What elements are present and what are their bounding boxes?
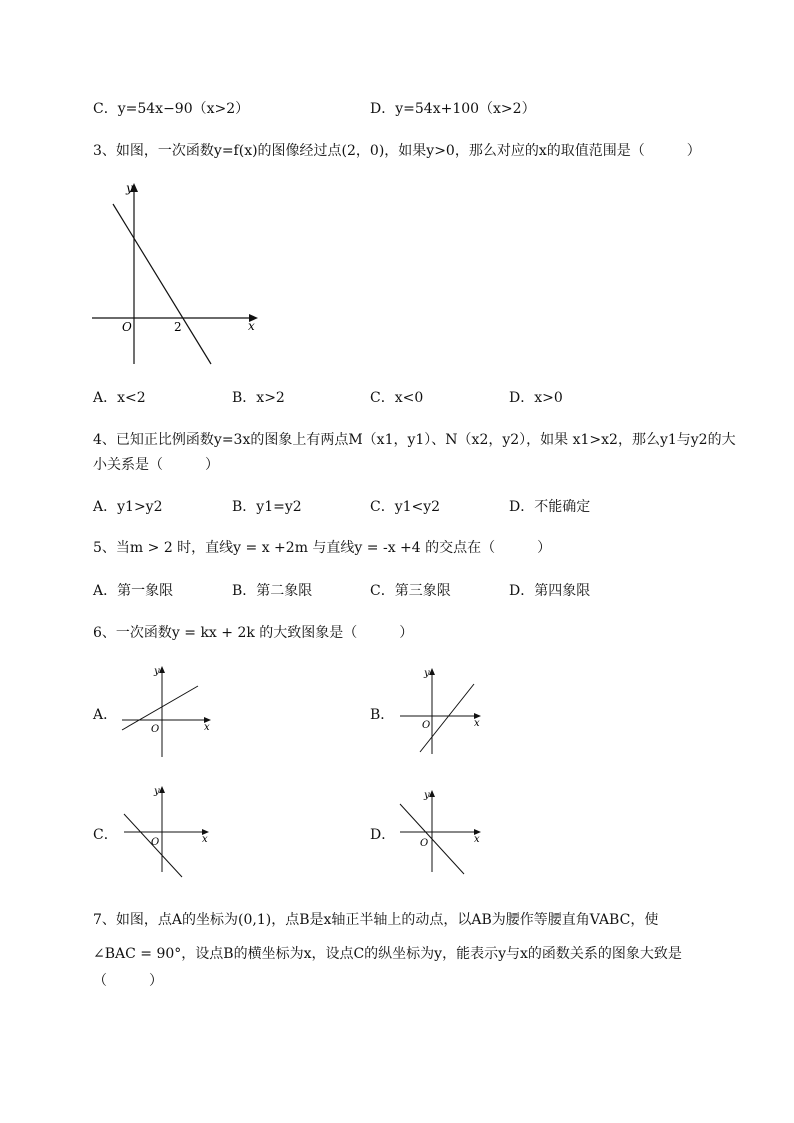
option-text: x>2 xyxy=(256,390,285,406)
q6-option-d-letter: D． xyxy=(370,827,396,843)
option-letter: B． xyxy=(232,390,257,406)
q4-option-d xyxy=(509,498,590,516)
option-text: y1>y2 xyxy=(117,499,163,515)
q3-option-c xyxy=(370,389,423,407)
q4-stem-line2: 小关系是（ ） xyxy=(93,457,219,473)
svg-text:y: y xyxy=(154,786,160,797)
q3-stem: 3、如图，一次函数y=f(x)的图像经过点(2，0)，如果y>0，那么对应的x的取值范围是（ ） xyxy=(93,143,701,159)
q3-y-label: y xyxy=(126,181,133,195)
q3-option-a xyxy=(93,389,146,407)
svg-text:y: y xyxy=(424,668,430,679)
option-letter: C． xyxy=(370,499,395,515)
q4-option-a xyxy=(93,498,163,516)
svg-text:O: O xyxy=(151,837,160,848)
option-text: x>0 xyxy=(534,390,563,406)
option-letter: B． xyxy=(232,499,257,515)
q3-option-b xyxy=(232,389,285,407)
q2-option-c xyxy=(93,100,249,118)
option-text: 不能确定 xyxy=(534,499,591,515)
option-letter: C． xyxy=(370,583,395,599)
option-letter: C． xyxy=(370,390,395,406)
q6-graph-c xyxy=(120,782,214,882)
option-text: x<0 xyxy=(394,390,424,406)
q3-tick-label: 2 xyxy=(174,320,182,334)
svg-text:O: O xyxy=(422,720,431,731)
option-text: 第一象限 xyxy=(117,583,174,599)
q4-option-b xyxy=(232,498,302,516)
option-letter: D． xyxy=(509,499,535,515)
svg-text:y: y xyxy=(424,790,430,801)
q7-stem-line1: 7、如图，点A的坐标为(0,1)，点B是x轴正半轴上的动点，以AB为腰作等腰直角VABC，使 xyxy=(93,912,659,928)
q3-function-line xyxy=(113,204,211,364)
svg-text:x: x xyxy=(474,834,480,845)
q3-origin-label: O xyxy=(122,320,132,334)
option-letter: A． xyxy=(93,499,118,515)
option-text: 第四象限 xyxy=(534,583,591,599)
option-text: y=54x−90（x>2） xyxy=(117,101,250,117)
q6-graph-a xyxy=(118,662,218,760)
option-letter: A． xyxy=(93,390,118,406)
q5-option-a xyxy=(93,582,173,600)
svg-text:x: x xyxy=(474,718,480,729)
option-letter: C． xyxy=(93,101,118,117)
q5-option-c xyxy=(370,582,451,600)
q3-x-label: x xyxy=(248,319,255,333)
svg-text:O: O xyxy=(151,724,160,735)
q6-graph-d xyxy=(396,786,488,876)
q5-option-d xyxy=(509,582,590,600)
option-letter: D． xyxy=(509,390,535,406)
q6-option-c-letter: C． xyxy=(93,827,118,843)
svg-text:O: O xyxy=(420,838,429,849)
option-text: y1=y2 xyxy=(256,499,302,515)
q2-option-d xyxy=(370,100,536,118)
svg-text:y: y xyxy=(154,666,160,677)
q6-option-a-letter: A． xyxy=(93,707,118,723)
option-letter: B． xyxy=(232,583,257,599)
option-letter: D． xyxy=(509,583,535,599)
option-letter: A． xyxy=(93,583,118,599)
option-text: y=54x+100（x>2） xyxy=(395,101,536,117)
option-text: y1<y2 xyxy=(394,499,441,515)
q3-option-d xyxy=(509,389,563,407)
q4-stem-line1: 4、已知正比例函数y=3x的图象上有两点M（x1，y1）、N（x2，y2），如果 x1>x2，那么y1与y2的大 xyxy=(93,432,736,448)
q5-option-b xyxy=(232,582,312,600)
option-text: 第二象限 xyxy=(256,583,313,599)
q7-stem-line2: ∠BAC = 90°，设点B的横坐标为x，设点C的纵坐标为y，能表示y与x的函数关系的图象大致是 xyxy=(93,946,682,962)
svg-text:x: x xyxy=(204,722,210,733)
q3-graph xyxy=(88,178,268,368)
svg-text:x: x xyxy=(202,834,208,845)
option-text: 第三象限 xyxy=(394,583,451,599)
q6-graph-b xyxy=(396,664,488,758)
q5-stem: 5、当m > 2 时，直线y = x +2m 与直线y = -x +4 的交点在（ ） xyxy=(93,540,552,556)
option-letter: D． xyxy=(370,101,396,117)
q6-stem: 6、一次函数y = kx + 2k 的大致图象是（ ） xyxy=(93,625,414,641)
q6-option-b-letter: B． xyxy=(370,707,395,723)
q4-option-c xyxy=(370,498,440,516)
option-text: x<2 xyxy=(117,390,146,406)
q7-stem-line3: （ ） xyxy=(93,973,163,989)
